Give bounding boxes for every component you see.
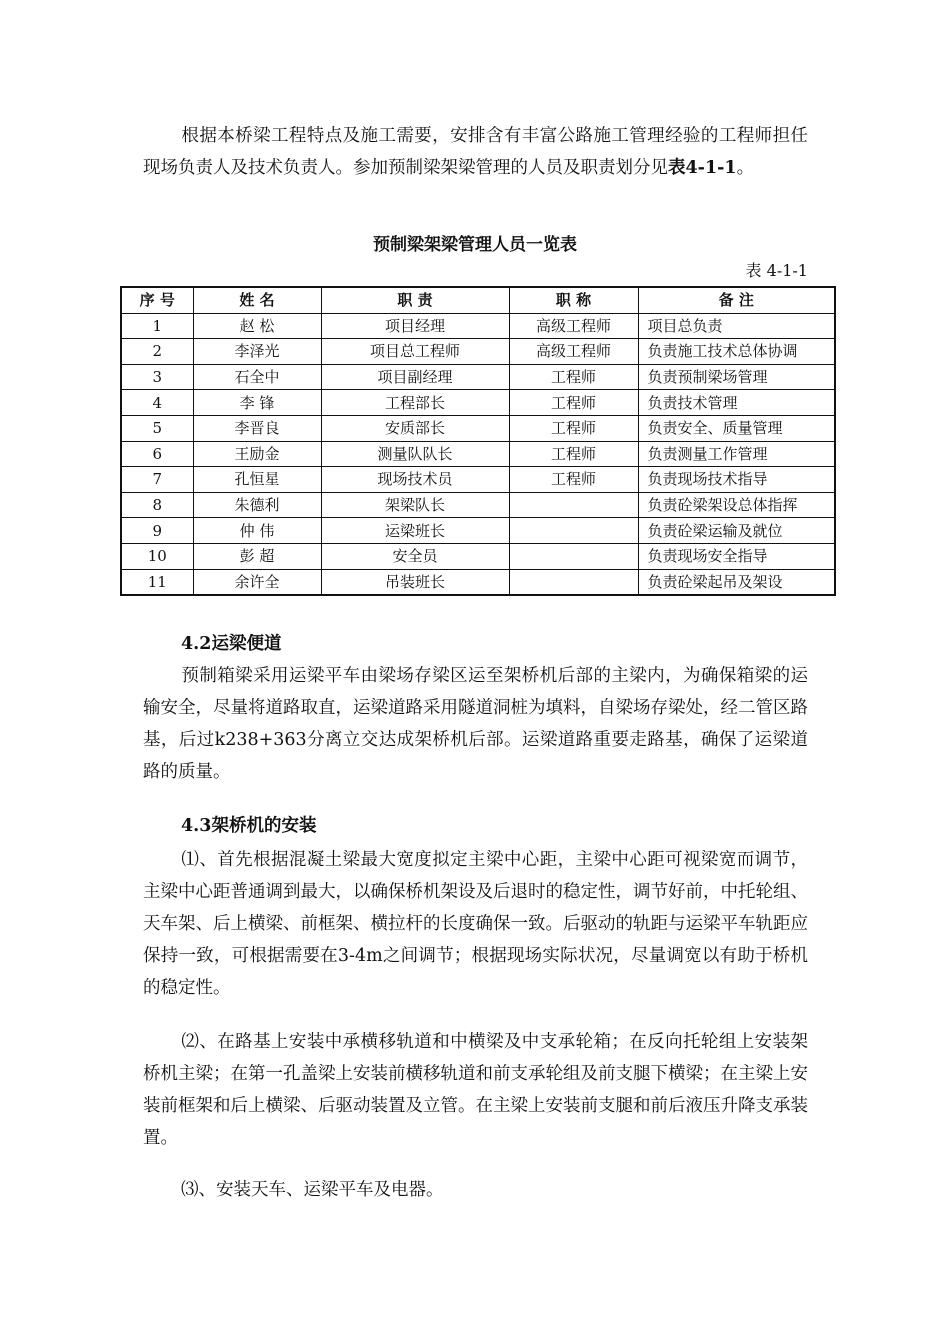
cell-note: 负责现场安全指导 bbox=[638, 543, 835, 569]
table-row bbox=[121, 339, 835, 365]
table-row bbox=[121, 441, 835, 467]
cell-duty: 现场技术员 bbox=[321, 467, 509, 493]
section-4-3-text-1: ⑴、首先根据混凝土梁最大宽度拟定主梁中心距，主梁中心距可视梁宽而调节，主梁中心距普通调到最大，以确保桥机架设及后退时的稳定性，调节好前，中托轮组、天车架、后上横梁、前框架、横拉杆的长度确保一致。后驱动的轨距与运梁平车轨距应保持一致，可根据需要在3-4m之间调节；根据现场实际状况，尽量调宽以有助于桥机的稳定性。 bbox=[143, 850, 808, 998]
table-row bbox=[121, 313, 835, 339]
cell-seq: 3 bbox=[121, 364, 193, 390]
cell-duty: 架梁队长 bbox=[321, 492, 509, 518]
cell-name: 石全中 bbox=[193, 364, 321, 390]
section-4-3-paragraph-3 bbox=[143, 1174, 808, 1206]
cell-seq: 8 bbox=[121, 492, 193, 518]
cell-title bbox=[509, 543, 638, 569]
cell-duty: 工程部长 bbox=[321, 390, 509, 416]
header-title: 职 称 bbox=[509, 287, 638, 313]
cell-seq: 7 bbox=[121, 467, 193, 493]
table-row bbox=[121, 518, 835, 544]
cell-name: 孔恒星 bbox=[193, 467, 321, 493]
intro-text: 根据本桥梁工程特点及施工需要，安排含有丰富公路施工管理经验的工程师担任现场负责人及技术负责人。参加预制梁架梁管理的人员及职责划分见 bbox=[143, 126, 808, 178]
cell-note: 负责砼梁运输及就位 bbox=[638, 518, 835, 544]
cell-note: 负责预制梁场管理 bbox=[638, 364, 835, 390]
section-4-3-paragraph-2 bbox=[143, 1026, 808, 1154]
cell-name: 李泽光 bbox=[193, 339, 321, 365]
section-heading-4-3: 4.3架桥机的安装 bbox=[181, 816, 317, 836]
cell-name: 赵 松 bbox=[193, 313, 321, 339]
cell-seq: 10 bbox=[121, 543, 193, 569]
cell-name: 李晋良 bbox=[193, 415, 321, 441]
cell-duty: 运梁班长 bbox=[321, 518, 509, 544]
cell-title: 高级工程师 bbox=[509, 313, 638, 339]
table-number: 表 4-1-1 bbox=[745, 261, 808, 280]
cell-title: 工程师 bbox=[509, 364, 638, 390]
table-title: 预制梁架梁管理人员一览表 bbox=[373, 235, 577, 255]
cell-title bbox=[509, 569, 638, 595]
cell-duty: 安质部长 bbox=[321, 415, 509, 441]
section-4-2-text: 预制箱梁采用运梁平车由梁场存梁区运至架桥机后部的主梁内，为确保箱梁的运输安全，尽量将道路取直，运梁道路采用隧道洞桩为填料，自梁场存梁处，经二管区路基，后过k238+363分离立交达成架桥机后部。运梁道路重要走路基，确保了运梁道路的质量。 bbox=[143, 666, 808, 782]
table-row bbox=[121, 569, 835, 595]
section-heading-4-2: 4.2运梁便道 bbox=[181, 634, 282, 654]
cell-title: 高级工程师 bbox=[509, 339, 638, 365]
cell-note: 负责砼梁架设总体指挥 bbox=[638, 492, 835, 518]
intro-table-ref: 表4-1-1 bbox=[668, 158, 737, 178]
section-4-3-text-3: ⑶、安装天车、运梁平车及电器。 bbox=[181, 1180, 444, 1200]
section-4-2-paragraph bbox=[143, 660, 808, 788]
section-4-3-paragraph-1 bbox=[143, 844, 808, 1004]
cell-duty: 吊装班长 bbox=[321, 569, 509, 595]
cell-seq: 5 bbox=[121, 415, 193, 441]
intro-end: 。 bbox=[736, 158, 755, 178]
table-row bbox=[121, 390, 835, 416]
cell-duty: 安全员 bbox=[321, 543, 509, 569]
cell-note: 负责技术管理 bbox=[638, 390, 835, 416]
cell-note: 负责砼梁起吊及架设 bbox=[638, 569, 835, 595]
cell-seq: 2 bbox=[121, 339, 193, 365]
table-row bbox=[121, 492, 835, 518]
table-row bbox=[121, 467, 835, 493]
cell-name: 王励金 bbox=[193, 441, 321, 467]
cell-title: 工程师 bbox=[509, 415, 638, 441]
cell-seq: 9 bbox=[121, 518, 193, 544]
cell-note: 负责施工技术总体协调 bbox=[638, 339, 835, 365]
cell-seq: 4 bbox=[121, 390, 193, 416]
cell-seq: 1 bbox=[121, 313, 193, 339]
cell-note: 负责现场技术指导 bbox=[638, 467, 835, 493]
section-4-3-text-2: ⑵、在路基上安装中承横移轨道和中横梁及中支承轮箱；在反向托轮组上安装架桥机主梁；在第一孔盖梁上安装前横移轨道和前支承轮组及前支腿下横梁；在主梁上安装前框架和后上横梁、后驱动装置及立管。在主梁上安装前支腿和前后液压升降支承装置。 bbox=[143, 1032, 808, 1148]
cell-title: 工程师 bbox=[509, 390, 638, 416]
cell-note: 项目总负责 bbox=[638, 313, 835, 339]
cell-name: 余许全 bbox=[193, 569, 321, 595]
cell-title: 工程师 bbox=[509, 441, 638, 467]
header-seq: 序 号 bbox=[121, 287, 193, 313]
cell-seq: 6 bbox=[121, 441, 193, 467]
staff-table bbox=[120, 286, 836, 596]
table-header-row bbox=[121, 287, 835, 313]
header-name: 姓 名 bbox=[193, 287, 321, 313]
cell-duty: 测量队队长 bbox=[321, 441, 509, 467]
cell-duty: 项目经理 bbox=[321, 313, 509, 339]
intro-paragraph bbox=[143, 120, 808, 184]
cell-name: 李 锋 bbox=[193, 390, 321, 416]
cell-duty: 项目总工程师 bbox=[321, 339, 509, 365]
cell-duty: 项目副经理 bbox=[321, 364, 509, 390]
cell-name: 彭 超 bbox=[193, 543, 321, 569]
header-note: 备 注 bbox=[638, 287, 835, 313]
cell-title bbox=[509, 518, 638, 544]
cell-note: 负责安全、质量管理 bbox=[638, 415, 835, 441]
table-row bbox=[121, 543, 835, 569]
table-row bbox=[121, 415, 835, 441]
header-duty: 职 责 bbox=[321, 287, 509, 313]
cell-seq: 11 bbox=[121, 569, 193, 595]
cell-title: 工程师 bbox=[509, 467, 638, 493]
table-row bbox=[121, 364, 835, 390]
cell-title bbox=[509, 492, 638, 518]
cell-name: 朱德利 bbox=[193, 492, 321, 518]
cell-note: 负责测量工作管理 bbox=[638, 441, 835, 467]
cell-name: 仲 伟 bbox=[193, 518, 321, 544]
